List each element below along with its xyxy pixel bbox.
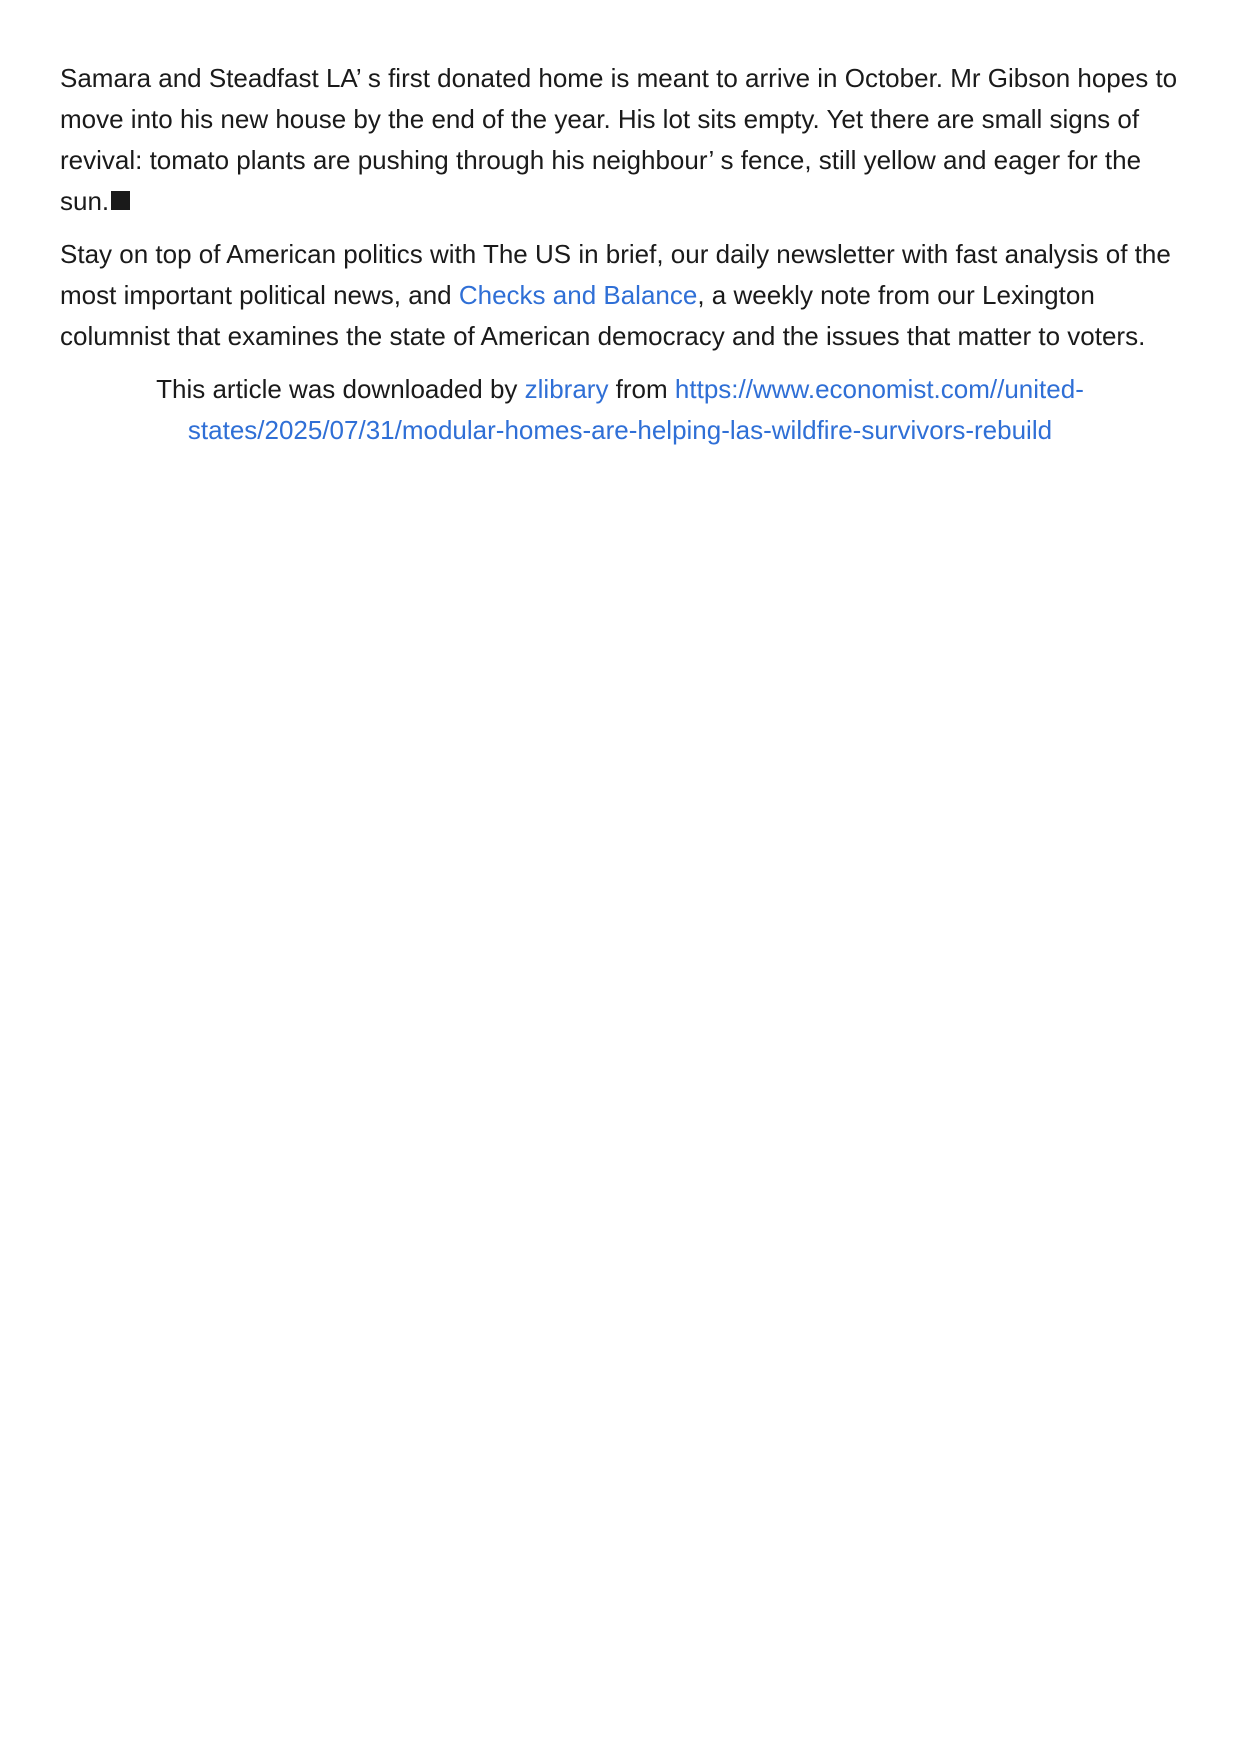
end-of-article-mark-icon — [111, 191, 130, 210]
download-notice — [60, 369, 1180, 451]
paragraph-text: , a weekly note from our Lexington columnist that examines the state of American democracy and the issues that matter to voters. — [60, 280, 1146, 351]
checks-and-balance-link[interactable]: Checks and Balance — [458, 280, 698, 310]
zlibrary-link[interactable]: zlibrary — [524, 374, 609, 404]
download-notice-prefix: This article was downloaded by — [156, 374, 525, 404]
paragraph-text: Stay on top of American politics with The US in brief, our daily newsletter with fast analysis of the most important political news, and — [60, 239, 1171, 310]
article-url-link[interactable]: https://www.economist.com//united-states/2025/07/31/modular-homes-are-helping-las-wildfire-survivors-rebuild — [187, 374, 1084, 445]
newsletter-paragraph — [60, 234, 1180, 357]
article-paragraph-ending — [60, 58, 1180, 222]
download-notice-middle: from — [608, 374, 675, 404]
article-page — [60, 58, 1180, 451]
paragraph-text: Samara and Steadfast LA’ s first donated home is meant to arrive in October. Mr Gibson hopes to move into his new house by the end of the year. His lot sits empty. Yet there are small signs of revival: tomato plants are pushing through his neighbour’ s fence, still yellow and eager for the sun. — [60, 63, 1178, 216]
